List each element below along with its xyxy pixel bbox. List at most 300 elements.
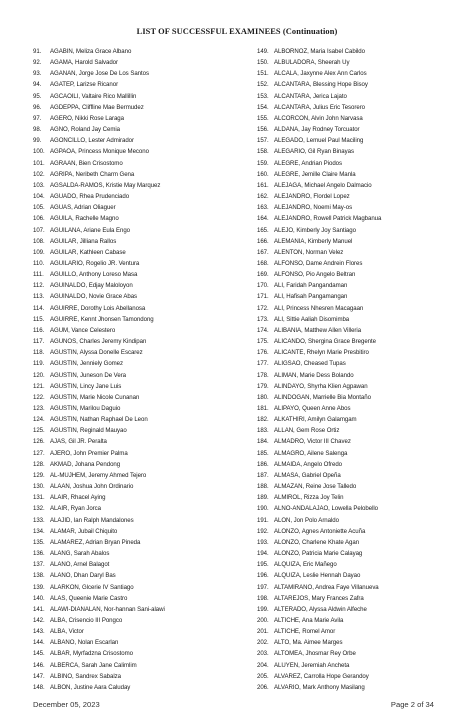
examinee-name: AGNO, Roland Jay Cemia	[50, 126, 121, 134]
examinee-number: 129.	[33, 471, 45, 479]
examinee-number: 170.	[257, 282, 269, 290]
examinee-name: ALUYEN, Jeremiah Ancheta	[274, 661, 350, 669]
examinee-number: 196.	[257, 572, 269, 580]
examinee-entry	[257, 648, 462, 659]
examinee-name: ALFONSO, Dame Andrein Flores	[274, 259, 363, 267]
examinee-entry	[33, 79, 238, 90]
examinee-number: 167.	[257, 248, 269, 256]
examinee-entry	[33, 648, 238, 659]
examinee-number: 135.	[33, 538, 45, 546]
examinee-entry	[257, 113, 462, 124]
examinee-name: AGUSTIN, Lincy Jane Luis	[50, 382, 122, 390]
examinee-number: 136.	[33, 550, 45, 558]
examinee-number: 174.	[257, 326, 269, 334]
examinee-entry	[257, 135, 462, 146]
examinee-name: ALEJANDRO, Flordel Lopez	[274, 193, 350, 201]
examinee-number: 193.	[257, 538, 269, 546]
examinee-name: ALANO, Arnel Balagot	[50, 561, 110, 569]
examinee-number: 146.	[33, 661, 45, 669]
examinee-entry	[33, 615, 238, 626]
examinee-number: 137.	[33, 561, 45, 569]
examinee-number: 111.	[33, 271, 44, 279]
examinee-name: AJERO, John Premier Palma	[50, 449, 128, 457]
examinee-entry	[33, 180, 238, 191]
examinee-entry	[257, 291, 462, 302]
examinee-entry	[257, 236, 462, 247]
examinee-number: 194.	[257, 550, 269, 558]
examinee-name: AGDEPPA, Cliffline Mae Bermudez	[50, 103, 144, 111]
examinee-name: AGUILANA, Ariane Eula Engo	[50, 226, 130, 234]
examinee-entry	[33, 291, 238, 302]
examinee-entry	[257, 526, 462, 537]
examinee-entry	[257, 280, 462, 291]
examinee-name: ALI, Faridah Pangandaman	[274, 282, 348, 290]
examinee-number: 154.	[257, 103, 269, 111]
examinee-name: ALAMAR, Jubail Chiquito	[50, 527, 118, 535]
examinee-name: ALICANDO, Shergina Grace Bregente	[274, 338, 376, 346]
examinee-name: ALIBANIA, Matthew Allen Villeria	[274, 326, 362, 334]
examinee-number: 95.	[33, 92, 42, 100]
examinee-entry	[33, 370, 238, 381]
examinee-entry	[33, 671, 238, 682]
examinee-entry	[33, 358, 238, 369]
examinee-number: 102.	[33, 170, 45, 178]
examinee-number: 158.	[257, 148, 269, 156]
examinee-number: 150.	[257, 59, 269, 67]
examinee-name: AGUSTIN, Nathan Raphael De Leon	[50, 416, 148, 424]
examinee-name: AKMAD, Johana Pendong	[50, 460, 121, 468]
examinee-number: 104.	[33, 193, 45, 201]
examinee-number: 162.	[257, 193, 269, 201]
examinee-number: 179.	[257, 382, 269, 390]
examinee-number: 124.	[33, 416, 45, 424]
examinee-name: ALVAREZ, Carrolla Hope Gerandoy	[274, 672, 369, 680]
examinee-number: 163.	[257, 204, 269, 212]
examinee-name: AGRAAN, Bien Crisostomo	[50, 159, 123, 167]
examinee-name: ALKATHIRI, Amilyn Galamgam	[274, 416, 357, 424]
examinee-number: 91.	[33, 48, 42, 55]
examinee-number: 126.	[33, 438, 45, 446]
examinee-entry	[33, 124, 238, 135]
examinee-name: ALEMANIA, Kimberly Manuel	[274, 237, 353, 245]
examinee-number: 183.	[257, 427, 269, 435]
examinee-name: AGUSTIN, Juneson De Vera	[50, 371, 127, 379]
examinee-name: AGUSTIN, Marilou Daguio	[50, 405, 121, 412]
examinee-number: 96.	[33, 103, 42, 111]
examinee-entry	[257, 46, 462, 57]
examinee-entry	[33, 403, 238, 414]
examinee-entry	[33, 682, 238, 693]
examinee-entry	[33, 660, 238, 671]
examinee-number: 99.	[33, 137, 42, 145]
examinee-name: ALCANTARA, Julius Eric Tesorero	[274, 103, 366, 111]
examinee-entry	[257, 448, 462, 459]
examinee-entry	[33, 347, 238, 358]
examinee-name: ALMAZAN, Reine Jose Talledo	[274, 483, 357, 491]
examinee-name: ALIGSAO, Cheased Tupas	[274, 360, 346, 368]
examinee-entry	[33, 280, 238, 291]
examinee-name: ALFONSO, Pio Angelo Beltran	[274, 271, 356, 279]
examinee-entry	[257, 548, 462, 559]
examinee-entry	[33, 470, 238, 481]
examinee-number: 155.	[257, 114, 269, 122]
examinee-number: 180.	[257, 393, 269, 401]
examinee-entry	[33, 626, 238, 637]
examinee-number: 161.	[257, 181, 269, 189]
examinee-entry	[33, 68, 238, 79]
examinee-name: ALCANTARA, Blessing Hope Bisoy	[274, 81, 368, 89]
examinee-number: 145.	[33, 650, 45, 658]
examinee-number: 125.	[33, 427, 45, 435]
examinee-entry	[257, 57, 462, 68]
examinee-entry	[33, 436, 238, 447]
examinee-name: ALTICHE, Romel Amor	[274, 628, 336, 636]
examinee-number: 130.	[33, 483, 45, 491]
examinee-entry	[257, 615, 462, 626]
examinee-entry	[257, 492, 462, 503]
examinee-number: 178.	[257, 371, 269, 379]
examinee-number: 147.	[33, 672, 45, 680]
examinee-number: 176.	[257, 349, 269, 357]
examinee-name: ALTAREJOS, Mary Frances Zafra	[274, 594, 364, 602]
examinee-number: 101.	[33, 159, 45, 167]
examinee-number: 203.	[257, 650, 269, 658]
examinee-entry	[257, 314, 462, 325]
examinee-number: 204.	[257, 661, 269, 669]
examinee-number: 198.	[257, 594, 269, 602]
examinee-name: ALCORCON, Alvin John Narvasa	[274, 114, 363, 122]
examinee-name: ALQUIZA, Leslie Hennah Dayao	[274, 572, 361, 580]
examinee-entry	[33, 325, 238, 336]
examinee-number: 186.	[257, 460, 269, 468]
examinee-name: AGUINALDO, Edjay Maloloyon	[50, 282, 133, 290]
examinee-name: AGPAOA, Princess Monique Mecono	[50, 148, 149, 156]
examinee-entry	[257, 191, 462, 202]
examinee-entry	[257, 515, 462, 526]
examinee-number: 182.	[257, 416, 269, 424]
examinee-entry	[257, 202, 462, 213]
examinee-entry	[257, 559, 462, 570]
examinee-entry	[257, 91, 462, 102]
examinee-entry	[257, 347, 462, 358]
examinee-entry	[257, 370, 462, 381]
examinee-name: AGAMA, Harold Salvador	[50, 59, 118, 67]
examinee-name: AGUILARIO, Rogelio JR. Ventura	[50, 259, 140, 267]
examinee-number: 140.	[33, 594, 45, 602]
examinee-entry	[257, 269, 462, 280]
examinee-entry	[33, 314, 238, 325]
examinee-name: AL-MUJHEM, Jeremy Ahmed Tejero	[50, 471, 147, 479]
examinee-name: ALMADRO, Victor III Chavez	[274, 438, 351, 446]
examinee-name: ALAWI-DIANALAN, Nor-hannan Sani-alawi	[50, 605, 165, 613]
examinee-name: ALENTON, Norman Velez	[274, 248, 344, 256]
examinee-number: 202.	[257, 639, 269, 647]
examinee-number: 172.	[257, 304, 269, 312]
examinee-entry	[33, 604, 238, 615]
examinee-entry	[257, 169, 462, 180]
examinee-name: AGUILAR, Kathleen Cabase	[50, 248, 126, 256]
examinee-name: ALEGADO, Lemuel Paul Maciling	[274, 137, 364, 145]
examinee-name: AGATEP, Larizse Ricanor	[50, 81, 119, 89]
examinee-name: AGUM, Vance Celestero	[50, 326, 116, 334]
examinee-name: AGUSTIN, Marie Nicole Cunanan	[50, 393, 140, 401]
examinee-entry	[33, 637, 238, 648]
examinee-number: 199.	[257, 605, 269, 613]
examinee-entry	[33, 392, 238, 403]
examinee-entry	[257, 124, 462, 135]
examinee-name: ALI, Hafisah Pangamangan	[274, 293, 348, 301]
examinee-entry	[33, 570, 238, 581]
examinee-number: 171.	[257, 293, 269, 301]
examinee-name: ALBA, Crisencio III Pongco	[50, 616, 123, 624]
examinee-name: ALTO, Ma. Aimee Marges	[274, 639, 343, 647]
examinee-name: ALEGRE, Jemille Claire Manla	[274, 170, 356, 178]
examinee-name: ALI, Princess Nhesren Macagaan	[274, 304, 364, 312]
examinee-name: AGANAN, Jorge Jose De Los Santos	[50, 70, 149, 78]
examinee-entry	[257, 102, 462, 113]
examinee-entry	[33, 213, 238, 224]
examinee-entry	[257, 637, 462, 648]
examinee-number: 118.	[33, 349, 45, 357]
examinee-name: ALIPAYO, Queen Anne Abos	[274, 405, 351, 412]
examinee-number: 123.	[33, 405, 45, 412]
examinee-name: ALAS, Queenie Marie Castro	[50, 594, 128, 602]
examinee-name: ALCALA, Jaxynne Alex Ann Carlos	[274, 70, 367, 78]
examinee-entry	[33, 102, 238, 113]
examinee-name: ALAAN, Joshua John Ordinario	[50, 483, 134, 491]
examinee-number: 128.	[33, 460, 45, 468]
examinee-number: 165.	[257, 226, 269, 234]
examinee-entry	[257, 582, 462, 593]
examinee-name: ALVARIO, Mark Anthony Masilang	[274, 683, 365, 691]
examinee-number: 139.	[33, 583, 45, 591]
examinee-number: 138.	[33, 572, 45, 580]
examinee-name: ALAIR, Rhacel Aying	[50, 494, 106, 502]
examinee-entry	[257, 425, 462, 436]
examinee-number: 205.	[257, 672, 269, 680]
examinee-number: 197.	[257, 583, 269, 591]
examinee-number: 134.	[33, 527, 45, 535]
examinee-number: 119.	[33, 360, 45, 368]
examinee-name: AGUNOS, Charles Jeremy Kindipan	[50, 338, 147, 346]
examinee-name: ALONZO, Patricia Marie Calayag	[274, 550, 363, 558]
examinee-entry	[257, 604, 462, 615]
examinee-number: 94.	[33, 81, 42, 89]
examinee-number: 121.	[33, 382, 45, 390]
examinee-name: AGCAOILI, Valtaire Rico Mallillin	[50, 92, 137, 100]
examinee-name: ALEJANDRO, Noemi May-os	[274, 204, 353, 212]
examinee-name: ALBULADORA, Sheerah Uy	[274, 59, 350, 67]
examinee-number: 195.	[257, 561, 269, 569]
examinee-number: 97.	[33, 114, 42, 122]
examinee-entry	[33, 202, 238, 213]
examinee-name: AGUSTIN, Alyssa Donelle Escarez	[50, 349, 143, 357]
examinee-entry	[33, 548, 238, 559]
examinee-number: 103.	[33, 181, 45, 189]
examinee-entry	[33, 448, 238, 459]
examinee-number: 116.	[33, 326, 45, 334]
examinee-number: 157.	[257, 137, 269, 145]
examinee-number: 109.	[33, 248, 45, 256]
examinee-entry	[257, 325, 462, 336]
examinee-entry	[257, 247, 462, 258]
examinee-entry	[33, 258, 238, 269]
examinee-entry	[257, 392, 462, 403]
examinee-entry	[257, 503, 462, 514]
examinee-list-right	[257, 46, 462, 693]
examinee-entry	[33, 269, 238, 280]
examinee-name: ALBORNOZ, Maria Isabel Cabildo	[274, 48, 365, 55]
examinee-number: 185.	[257, 449, 269, 457]
examinee-entry	[33, 537, 238, 548]
examinee-name: AGUSTIN, Reginald Mauyao	[50, 427, 127, 435]
examinee-name: ALBERCA, Sarah Jane Calimlim	[50, 661, 137, 669]
examinee-entry	[257, 593, 462, 604]
examinee-number: 173.	[257, 315, 269, 323]
examinee-number: 151.	[257, 70, 269, 78]
examinee-number: 206.	[257, 683, 269, 691]
examinee-number: 100.	[33, 148, 45, 156]
examinee-name: ALQUIZA, Eric Mañego	[274, 561, 337, 569]
examinee-number: 153.	[257, 92, 269, 100]
examinee-number: 114.	[33, 304, 45, 312]
examinee-entry	[33, 582, 238, 593]
examinee-name: ALIMAN, Marie Dess Bolando	[274, 371, 354, 379]
footer-date: December 05, 2023	[33, 700, 100, 709]
examinee-number: 143.	[33, 628, 45, 636]
examinee-number: 141.	[33, 605, 45, 613]
examinee-number: 115.	[33, 315, 45, 323]
examinee-name: AGRIPA, Neribeth Charm Gena	[50, 170, 135, 178]
examinee-entry	[33, 191, 238, 202]
examinee-name: ALBA, Victor	[50, 628, 84, 636]
examinee-number: 184.	[257, 438, 269, 446]
examinee-entry	[33, 113, 238, 124]
examinee-name: ALI, Sittie Aaliah Disomimba	[274, 315, 350, 323]
examinee-entry	[33, 303, 238, 314]
examinee-entry	[257, 146, 462, 157]
examinee-number: 169.	[257, 271, 269, 279]
examinee-name: AGUADO, Rhea Prudenciado	[50, 193, 130, 201]
examinee-entry	[257, 682, 462, 693]
examinee-name: ALMAGRO, Ailene Salenga	[274, 449, 348, 457]
examinee-name: AGUINALDO, Novie Grace Abas	[50, 293, 138, 301]
examinee-entry	[33, 381, 238, 392]
examinee-name: AGUILAR, Jilliana Rallos	[50, 237, 117, 245]
examinee-entry	[257, 158, 462, 169]
examinee-number: 122.	[33, 393, 45, 401]
examinee-number: 133.	[33, 516, 45, 524]
examinee-name: ALMIROL, Rizza Joy Telin	[274, 494, 344, 502]
examinee-number: 181.	[257, 405, 269, 412]
examinee-entry	[257, 660, 462, 671]
examinee-number: 105.	[33, 204, 45, 212]
examinee-entry	[257, 414, 462, 425]
page-title: LIST OF SUCCESSFUL EXAMINEES (Continuation)	[136, 27, 338, 36]
examinee-number: 107.	[33, 226, 45, 234]
examinee-number: 93.	[33, 70, 42, 78]
examinee-name: ALBAR, Myrfadzna Crisostomo	[50, 650, 133, 658]
examinee-name: AGUILA, Rachelle Magno	[50, 215, 119, 223]
examinee-number: 200.	[257, 616, 269, 624]
examinee-name: ALEJANDRO, Rowell Patrick Magbanua	[274, 215, 382, 223]
examinee-entry	[33, 459, 238, 470]
examinee-number: 148.	[33, 683, 45, 691]
examinee-entry	[257, 626, 462, 637]
examinee-number: 188.	[257, 483, 269, 491]
examinee-name: ALAIR, Ryan Jorca	[50, 505, 101, 513]
examinee-entry	[257, 671, 462, 682]
examinee-number: 201.	[257, 628, 269, 636]
examinee-number: 113.	[33, 293, 45, 301]
examinee-number: 189.	[257, 494, 269, 502]
examinee-number: 149.	[257, 48, 269, 55]
examinee-entry	[257, 336, 462, 347]
examinee-entry	[257, 470, 462, 481]
examinee-entry	[33, 46, 238, 57]
examinee-number: 92.	[33, 59, 42, 67]
examinee-entry	[257, 537, 462, 548]
examinee-name: ALTOMEA, Jhosmar Rey Orbe	[274, 650, 356, 658]
examinee-name: ALANG, Sarah Abalos	[50, 550, 110, 558]
examinee-name: ALAJID, Ian Ralph Mandalones	[50, 516, 134, 524]
examinee-name: ALINDAYO, Shyrha Klien Agpawan	[274, 382, 368, 390]
examinee-name: ALEJO, Kimberly Joy Santiago	[274, 226, 356, 234]
examinee-entry	[257, 403, 462, 414]
examinee-name: ALDANA, Jay Rodney Torcuator	[274, 126, 360, 134]
examinee-number: 156.	[257, 126, 269, 134]
examinee-entry	[33, 146, 238, 157]
examinee-name: AGONCILLO, Lester Admirador	[50, 137, 134, 145]
examinee-entry	[33, 515, 238, 526]
examinee-entry	[33, 559, 238, 570]
examinee-name: ALINDOGAN, Marrielle Bia Montaño	[274, 393, 371, 401]
examinee-number: 131.	[33, 494, 45, 502]
examinee-entry	[33, 526, 238, 537]
examinee-name: ALNO-ANDALAJAO, Lowella Pelobello	[274, 505, 379, 513]
examinee-entry	[33, 593, 238, 604]
examinee-name: AGUIRRE, Dorothy Lois Abellanosa	[50, 304, 146, 312]
examinee-name: ALCANTARA, Jerica Lajato	[274, 92, 347, 100]
examinee-name: ALBINO, Sandrex Sabalza	[50, 672, 121, 680]
examinee-entry	[257, 213, 462, 224]
examinee-entry	[257, 258, 462, 269]
examinee-number: 160.	[257, 170, 269, 178]
examinee-entry	[257, 225, 462, 236]
examinee-entry	[33, 247, 238, 258]
examinee-entry	[33, 492, 238, 503]
examinee-number: 192.	[257, 527, 269, 535]
examinee-entry	[257, 459, 462, 470]
examinee-name: ALTICHE, Ana Marie Avila	[274, 616, 344, 624]
examinee-number: 166.	[257, 237, 269, 245]
examinee-name: ALLAN, Gem Rose Ortiz	[274, 427, 340, 435]
examinee-number: 110.	[33, 259, 45, 267]
examinee-entry	[33, 503, 238, 514]
examinee-name: ALONZO, Charlene Khate Agan	[274, 538, 360, 546]
examinee-name: ALTAMIRANO, Andrea Faye Villanueva	[274, 583, 379, 591]
examinee-number: 190.	[257, 505, 269, 513]
examinee-name: ALONZO, Agnes Antoniette Acuña	[274, 527, 366, 535]
examinee-name: ALEGRE, Andrian Piodos	[274, 159, 343, 167]
examinee-entry	[257, 358, 462, 369]
examinee-name: ALBANO, Nolan Escarlan	[50, 639, 119, 647]
examinee-name: AGSALDA-RAMOS, Kristie May Marquez	[50, 181, 161, 189]
examinee-entry	[33, 57, 238, 68]
examinee-list-left	[33, 46, 238, 693]
examinee-number: 117.	[33, 338, 45, 346]
page-number: Page 2 of 34	[390, 700, 434, 709]
